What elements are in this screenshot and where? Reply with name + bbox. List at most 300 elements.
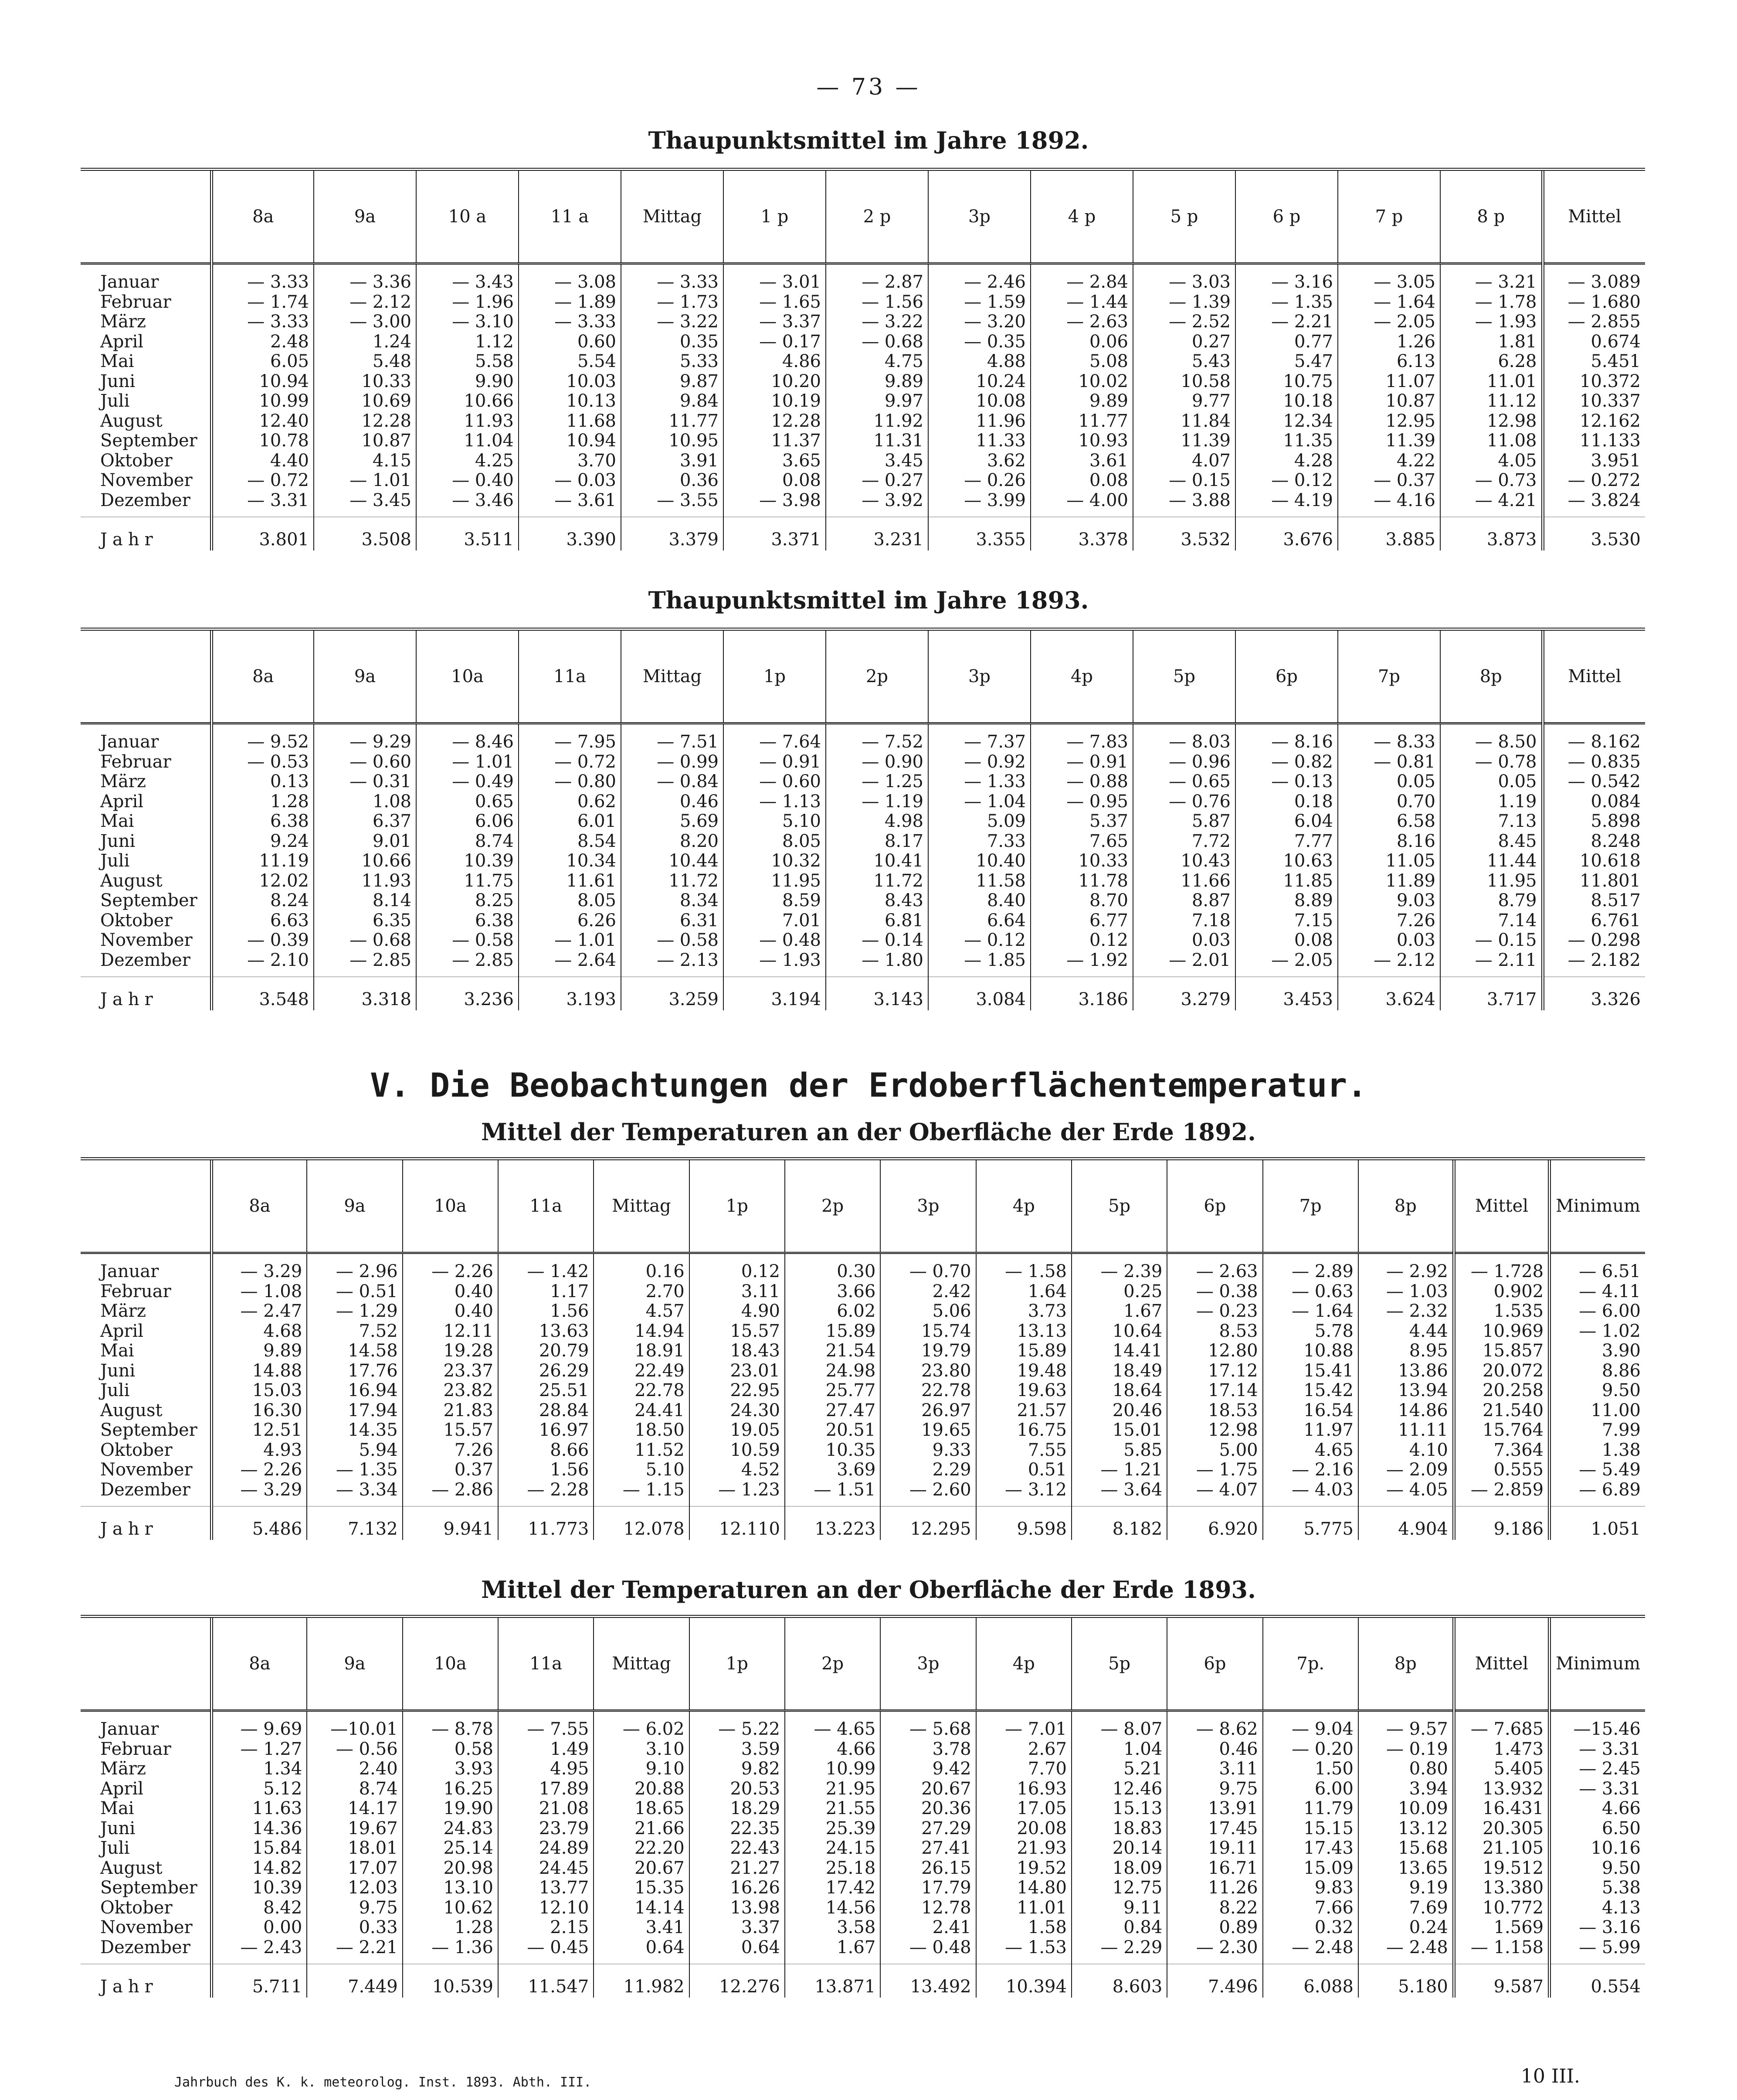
table-cell: — 1.04	[964, 791, 1026, 812]
section-heading: V. Die Beobachtungen der Erdoberflächentemperatur.	[370, 1066, 1367, 1104]
year-value: 12.295	[880, 1506, 976, 1540]
table-cell: 24.83	[443, 1818, 493, 1838]
table-cell: 16.30	[252, 1400, 302, 1420]
table-cell: — 1.64	[1374, 292, 1435, 312]
month-label: April	[100, 1321, 144, 1341]
table-cell: 5.69	[679, 811, 719, 831]
month-label: September	[100, 431, 197, 451]
table-cell: 6.37	[372, 811, 411, 831]
table-cell: — 2.28	[527, 1479, 589, 1500]
column-header: 4 p	[1031, 170, 1133, 264]
table-cell: — 0.37	[1374, 470, 1435, 490]
table-cell: 8.20	[679, 831, 719, 851]
table-cell: 0.46	[1219, 1739, 1258, 1759]
month-label: Mai	[100, 811, 134, 831]
table-cell: — 3.88	[1169, 490, 1231, 510]
table-cell: 21.27	[730, 1858, 780, 1878]
year-value: 10.394	[976, 1964, 1072, 1998]
value-column	[1454, 1711, 1549, 1964]
month-label: Januar	[100, 272, 159, 292]
table-cell: — 3.10	[452, 312, 514, 332]
table-cell: — 1.96	[452, 292, 514, 312]
table-cell: 11.39	[1385, 431, 1435, 451]
table-cell: — 1.80	[862, 950, 923, 970]
table-cell: 11.31	[873, 431, 923, 451]
table-cell: — 0.73	[1475, 470, 1537, 490]
value-column	[416, 264, 519, 517]
month-label: April	[100, 1778, 144, 1799]
month-label: Januar	[100, 1261, 159, 1281]
table-cell: 5.78	[1314, 1321, 1354, 1341]
table-cell: 14.36	[252, 1818, 302, 1838]
table-cell: 5.00	[1219, 1440, 1258, 1460]
table-cell: 1.28	[270, 791, 309, 812]
table-cell: — 6.51	[1579, 1261, 1641, 1281]
table-cell: 3.78	[932, 1739, 971, 1759]
value-column	[519, 724, 621, 977]
column-header: 1p	[723, 629, 826, 724]
table-cell: 7.18	[1191, 910, 1231, 931]
column-header: 2p	[826, 629, 928, 724]
value-column	[1263, 1711, 1358, 1964]
table-cell: 0.25	[1123, 1281, 1163, 1301]
table-cell: 9.10	[645, 1759, 685, 1779]
table-cell: — 7.01	[1005, 1719, 1067, 1739]
column-header: 5p	[1072, 1617, 1167, 1711]
table-cell: 1.569	[1493, 1917, 1544, 1937]
column-header: 10a	[403, 1617, 498, 1711]
surface-temperature-table-1892	[81, 1157, 1645, 1540]
table-cell: 18.83	[1112, 1818, 1163, 1838]
table-cell: 4.05	[1498, 450, 1537, 471]
month-label: Juni	[100, 1360, 136, 1381]
table-cell: 17.07	[348, 1858, 398, 1878]
table-cell: 12.03	[348, 1878, 398, 1898]
column-header: Mittag	[594, 1159, 689, 1253]
value-column	[976, 1711, 1072, 1964]
table-cell: —15.46	[1573, 1719, 1641, 1739]
table-cell: — 0.835	[1567, 751, 1641, 772]
table-cell: 12.10	[539, 1897, 589, 1918]
column-header: 11 a	[519, 170, 621, 264]
table-cell: 18.64	[1112, 1380, 1163, 1400]
table-cell: 15.84	[252, 1838, 302, 1858]
value-column	[1358, 1711, 1454, 1964]
table-cell: 14.41	[1112, 1341, 1163, 1361]
table-cell: — 7.51	[657, 732, 719, 752]
table-cell: 17.79	[921, 1878, 971, 1898]
column-header: 9a	[307, 1159, 402, 1253]
table-cell: 11.72	[668, 870, 719, 891]
table-cell: 6.04	[1294, 811, 1333, 831]
table-cell: 4.95	[550, 1759, 589, 1779]
table-cell: 8.53	[1219, 1321, 1258, 1341]
column-header: 8p	[1358, 1617, 1454, 1711]
table-cell: 23.01	[730, 1360, 780, 1381]
table-cell: 21.93	[1017, 1838, 1067, 1858]
table-cell: 4.57	[645, 1301, 685, 1321]
table-cell: 8.24	[270, 890, 309, 911]
table-cell: 13.65	[1398, 1858, 1448, 1878]
table-cell: 10.93	[1078, 431, 1128, 451]
table-cell: 17.43	[1303, 1838, 1354, 1858]
year-value: 3.236	[416, 977, 519, 1010]
table-cell: 20.98	[443, 1858, 493, 1878]
table-cell: 24.45	[539, 1858, 589, 1878]
table-cell: — 8.07	[1100, 1719, 1163, 1739]
header-row	[81, 1159, 1645, 1253]
column-header: 1 p	[723, 170, 826, 264]
table-cell: 0.64	[645, 1937, 685, 1957]
year-value: 5.775	[1263, 1506, 1358, 1540]
column-header: 7p.	[1263, 1617, 1358, 1711]
table-cell: 11.801	[1580, 870, 1641, 891]
table-cell: 2.40	[359, 1759, 398, 1779]
value-column	[785, 1253, 880, 1507]
month-label: Dezember	[100, 490, 190, 510]
table-cell: 9.75	[359, 1897, 398, 1918]
table-cell: 8.45	[1498, 831, 1537, 851]
table-cell: 5.12	[263, 1778, 302, 1799]
table-cell: 15.57	[443, 1420, 493, 1440]
table-cell: 11.77	[1078, 411, 1128, 431]
month-label: Mai	[100, 1798, 134, 1818]
table-cell: 4.86	[782, 351, 821, 371]
table-cell: 12.28	[361, 411, 411, 431]
table-cell: — 3.36	[349, 272, 411, 292]
table-cell: 20.51	[825, 1420, 876, 1440]
table-cell: 1.56	[550, 1460, 589, 1480]
table-cell: 10.969	[1483, 1321, 1544, 1341]
table-cell: 16.26	[730, 1878, 780, 1898]
table-cell: 8.05	[577, 890, 616, 911]
table-cell: 9.50	[1601, 1380, 1641, 1400]
value-column	[928, 264, 1031, 517]
value-column	[314, 724, 416, 977]
table-cell: — 3.55	[657, 490, 719, 510]
value-column	[1550, 1253, 1645, 1507]
table-cell: 0.35	[679, 331, 719, 352]
table-cell: — 9.04	[1292, 1719, 1354, 1739]
table-cell: 9.82	[741, 1759, 780, 1779]
value-column	[826, 264, 928, 517]
dewpoint-table-1892	[81, 168, 1645, 550]
table-cell: 15.89	[825, 1321, 876, 1341]
table-cell: — 0.45	[527, 1937, 589, 1957]
table-cell: 13.13	[1017, 1321, 1067, 1341]
month-label: Dezember	[100, 1937, 190, 1957]
table-cell: — 0.40	[452, 470, 514, 490]
table-cell: 21.54	[825, 1341, 876, 1361]
year-value: 6.088	[1263, 1964, 1358, 1998]
table-cell: — 2.87	[862, 272, 923, 292]
value-column	[211, 724, 314, 977]
year-value: 3.355	[928, 517, 1031, 550]
table-cell: — 1.85	[964, 950, 1026, 970]
column-header: Mittag	[594, 1617, 689, 1711]
value-column	[403, 1253, 498, 1507]
year-value: 7.132	[307, 1506, 402, 1540]
table-cell: 11.95	[1486, 870, 1537, 891]
column-header: Mittel	[1543, 170, 1645, 264]
table-cell: 9.84	[679, 391, 719, 411]
table-cell: 14.35	[348, 1420, 398, 1440]
year-value: 1.051	[1550, 1506, 1645, 1540]
month-rows	[81, 724, 1645, 977]
table-cell: 5.43	[1191, 351, 1231, 371]
year-value: 5.486	[211, 1506, 307, 1540]
table-cell: — 0.82	[1271, 751, 1333, 772]
table-cell: 8.248	[1591, 831, 1641, 851]
table-cell: 7.364	[1493, 1440, 1544, 1460]
table-cell: — 0.58	[657, 930, 719, 950]
table-cell: — 0.15	[1475, 930, 1537, 950]
table-cell: 3.45	[884, 450, 923, 471]
table-cell: — 0.58	[452, 930, 514, 950]
table-cell: 1.81	[1498, 331, 1537, 352]
month-label: November	[100, 1460, 193, 1480]
column-header: 9a	[314, 170, 416, 264]
table-cell: 16.93	[1017, 1778, 1067, 1799]
table-cell: 11.33	[976, 431, 1026, 451]
table-cell: 5.10	[645, 1460, 685, 1480]
table-cell: — 8.03	[1169, 732, 1231, 752]
table-cell: 1.38	[1601, 1440, 1641, 1460]
table-cell: 8.59	[782, 890, 821, 911]
table-cell: 10.88	[1303, 1341, 1354, 1361]
table-cell: 13.86	[1398, 1360, 1448, 1381]
header-row	[81, 1617, 1645, 1711]
table-cell: 14.80	[1017, 1878, 1067, 1898]
value-column	[1454, 1253, 1549, 1507]
value-column	[723, 264, 826, 517]
table-cell: — 0.88	[1066, 771, 1128, 792]
table-cell: 6.50	[1601, 1818, 1641, 1838]
table-cell: 4.75	[884, 351, 923, 371]
column-header: 4p	[976, 1617, 1072, 1711]
table-cell: — 2.89	[1292, 1261, 1354, 1281]
value-column	[314, 264, 416, 517]
table-cell: 11.93	[361, 870, 411, 891]
table-cell: 21.57	[1017, 1400, 1067, 1420]
table-cell: — 1.35	[1271, 292, 1333, 312]
table-cell: 7.70	[1028, 1759, 1067, 1779]
table-cell: — 0.81	[1374, 751, 1435, 772]
month-label: November	[100, 1917, 193, 1937]
table-cell: 2.67	[1028, 1739, 1067, 1759]
value-column	[211, 264, 314, 517]
month-label: Juli	[100, 1838, 130, 1858]
table-cell: 19.90	[443, 1798, 493, 1818]
table-cell: — 0.49	[452, 771, 514, 792]
column-header: Minimum	[1550, 1159, 1645, 1253]
table-cell: — 1.42	[527, 1261, 589, 1281]
table-cell: 1.64	[1028, 1281, 1067, 1301]
table-cell: 10.372	[1580, 371, 1641, 391]
table-cell: — 0.27	[862, 470, 923, 490]
table-cell: — 1.92	[1066, 950, 1128, 970]
table-cell: 3.10	[645, 1739, 685, 1759]
month-label: September	[100, 1420, 197, 1440]
column-header: 5p	[1133, 629, 1235, 724]
table-cell: — 2.47	[240, 1301, 302, 1321]
table-cell: — 2.859	[1470, 1479, 1544, 1500]
year-value: 11.773	[498, 1506, 594, 1540]
table-cell: — 3.22	[657, 312, 719, 332]
month-label: Februar	[100, 292, 171, 312]
table-cell: — 4.11	[1579, 1281, 1641, 1301]
table-cell: 14.14	[634, 1897, 685, 1918]
column-header: 10a	[416, 629, 519, 724]
table-cell: — 2.12	[1374, 950, 1435, 970]
table-cell: 1.08	[372, 791, 411, 812]
value-column	[1235, 264, 1338, 517]
table-cell: — 9.29	[349, 732, 411, 752]
table-cell: — 1.35	[336, 1460, 398, 1480]
table-cell: 5.37	[1089, 811, 1128, 831]
column-header: 3p	[928, 170, 1031, 264]
month-rows	[81, 264, 1645, 517]
table-cell: — 0.39	[247, 930, 309, 950]
month-label: November	[100, 930, 193, 950]
table-cell: 5.58	[475, 351, 514, 371]
table-cell: — 1.23	[718, 1479, 780, 1500]
table-cell: 7.72	[1191, 831, 1231, 851]
column-header: 3p	[880, 1617, 976, 1711]
table-cell: 10.18	[1283, 391, 1333, 411]
table-cell: — 0.15	[1169, 470, 1231, 490]
table-cell: 17.76	[348, 1360, 398, 1381]
table-cell: — 1.58	[1005, 1261, 1067, 1281]
month-labels	[81, 724, 211, 977]
table-cell: 13.94	[1398, 1380, 1448, 1400]
year-label: Jahr	[81, 977, 211, 1010]
table-cell: 14.86	[1398, 1400, 1448, 1420]
column-header: 8p	[1440, 629, 1543, 724]
value-column	[307, 1711, 402, 1964]
table-cell: — 0.20	[1292, 1739, 1354, 1759]
table-cell: 25.14	[443, 1838, 493, 1858]
table-cell: — 2.85	[452, 950, 514, 970]
table-cell: 11.19	[259, 851, 309, 871]
value-column	[307, 1253, 402, 1507]
value-column	[1133, 724, 1235, 977]
table-cell: 6.81	[884, 910, 923, 931]
table-cell: 16.71	[1208, 1858, 1258, 1878]
table-cell: 11.44	[1486, 851, 1537, 871]
table-cell: — 2.96	[336, 1261, 398, 1281]
table-cell: 21.55	[825, 1798, 876, 1818]
table-cell: 10.62	[443, 1897, 493, 1918]
table-cell: 0.24	[1409, 1917, 1448, 1937]
column-header: 8p	[1358, 1159, 1454, 1253]
table-cell: 4.66	[1601, 1798, 1641, 1818]
table-cell: 11.01	[1017, 1897, 1067, 1918]
table-cell: 12.80	[1208, 1341, 1258, 1361]
value-column	[416, 724, 519, 977]
table-cell: 6.77	[1089, 910, 1128, 931]
table-cell: 7.26	[1396, 910, 1435, 931]
table-cell: 0.06	[1089, 331, 1128, 352]
year-value: 0.554	[1550, 1964, 1645, 1998]
year-value: 9.587	[1454, 1964, 1549, 1998]
table-cell: 8.14	[372, 890, 411, 911]
table-cell: 20.46	[1112, 1400, 1163, 1420]
table-cell: 0.902	[1493, 1281, 1544, 1301]
table-cell: — 1.53	[1005, 1937, 1067, 1957]
year-row	[81, 1506, 1645, 1540]
month-label: Januar	[100, 732, 159, 752]
table-cell: 6.28	[1498, 351, 1537, 371]
table-cell: 2.29	[932, 1460, 971, 1480]
month-label: November	[100, 470, 193, 490]
column-header: 9a	[314, 629, 416, 724]
table-cell: 11.37	[771, 431, 821, 451]
table-cell: 5.38	[1601, 1878, 1641, 1898]
year-value: 13.223	[785, 1506, 880, 1540]
month-labels	[81, 264, 211, 517]
table-cell: — 3.20	[964, 312, 1026, 332]
table-cell: 21.540	[1483, 1400, 1544, 1420]
month-labels	[81, 1711, 211, 1964]
table-cell: 10.08	[976, 391, 1026, 411]
year-value: 9.598	[976, 1506, 1072, 1540]
table-cell: 0.62	[577, 791, 616, 812]
table-cell: 10.02	[1078, 371, 1128, 391]
table-cell: 8.25	[475, 890, 514, 911]
table-cell: — 6.00	[1579, 1301, 1641, 1321]
table-cell: — 0.95	[1066, 791, 1128, 812]
table-cell: 11.89	[1385, 870, 1435, 891]
table-cell: 24.41	[634, 1400, 685, 1420]
table-cell: — 0.60	[349, 751, 411, 772]
table-cell: — 3.05	[1374, 272, 1435, 292]
value-column	[1440, 264, 1543, 517]
table-cell: — 2.26	[431, 1261, 493, 1281]
table-cell: 10.40	[976, 851, 1026, 871]
table-cell: 6.35	[372, 910, 411, 931]
table-cell: 24.89	[539, 1838, 589, 1858]
table-cell: 11.93	[464, 411, 514, 431]
year-value: 3.676	[1235, 517, 1338, 550]
table-cell: 5.405	[1493, 1759, 1544, 1779]
table-cell: — 2.48	[1386, 1937, 1448, 1957]
table-cell: 17.12	[1208, 1360, 1258, 1381]
table-cell: 8.42	[263, 1897, 302, 1918]
table-cell: 1.58	[1028, 1917, 1067, 1937]
value-column	[403, 1711, 498, 1964]
table-cell: 25.51	[539, 1380, 589, 1400]
table-cell: — 2.43	[240, 1937, 302, 1957]
table-cell: 9.83	[1314, 1878, 1354, 1898]
table-cell: 22.49	[634, 1360, 685, 1381]
year-value: 12.110	[689, 1506, 785, 1540]
table-cell: 3.93	[454, 1759, 493, 1779]
table-cell: — 3.29	[240, 1479, 302, 1500]
year-value: 11.547	[498, 1964, 594, 1998]
table-cell: 26.15	[921, 1858, 971, 1878]
table-cell: 7.66	[1314, 1897, 1354, 1918]
table-cell: — 1.728	[1470, 1261, 1544, 1281]
column-header: 11a	[498, 1617, 594, 1711]
table-cell: — 1.33	[964, 771, 1026, 792]
table-cell: — 0.76	[1169, 791, 1231, 812]
table-cell: 8.86	[1601, 1360, 1641, 1381]
table-cell: 11.96	[976, 411, 1026, 431]
table-cell: 3.66	[837, 1281, 876, 1301]
table-cell: 21.66	[634, 1818, 685, 1838]
year-value: 11.982	[594, 1964, 689, 1998]
